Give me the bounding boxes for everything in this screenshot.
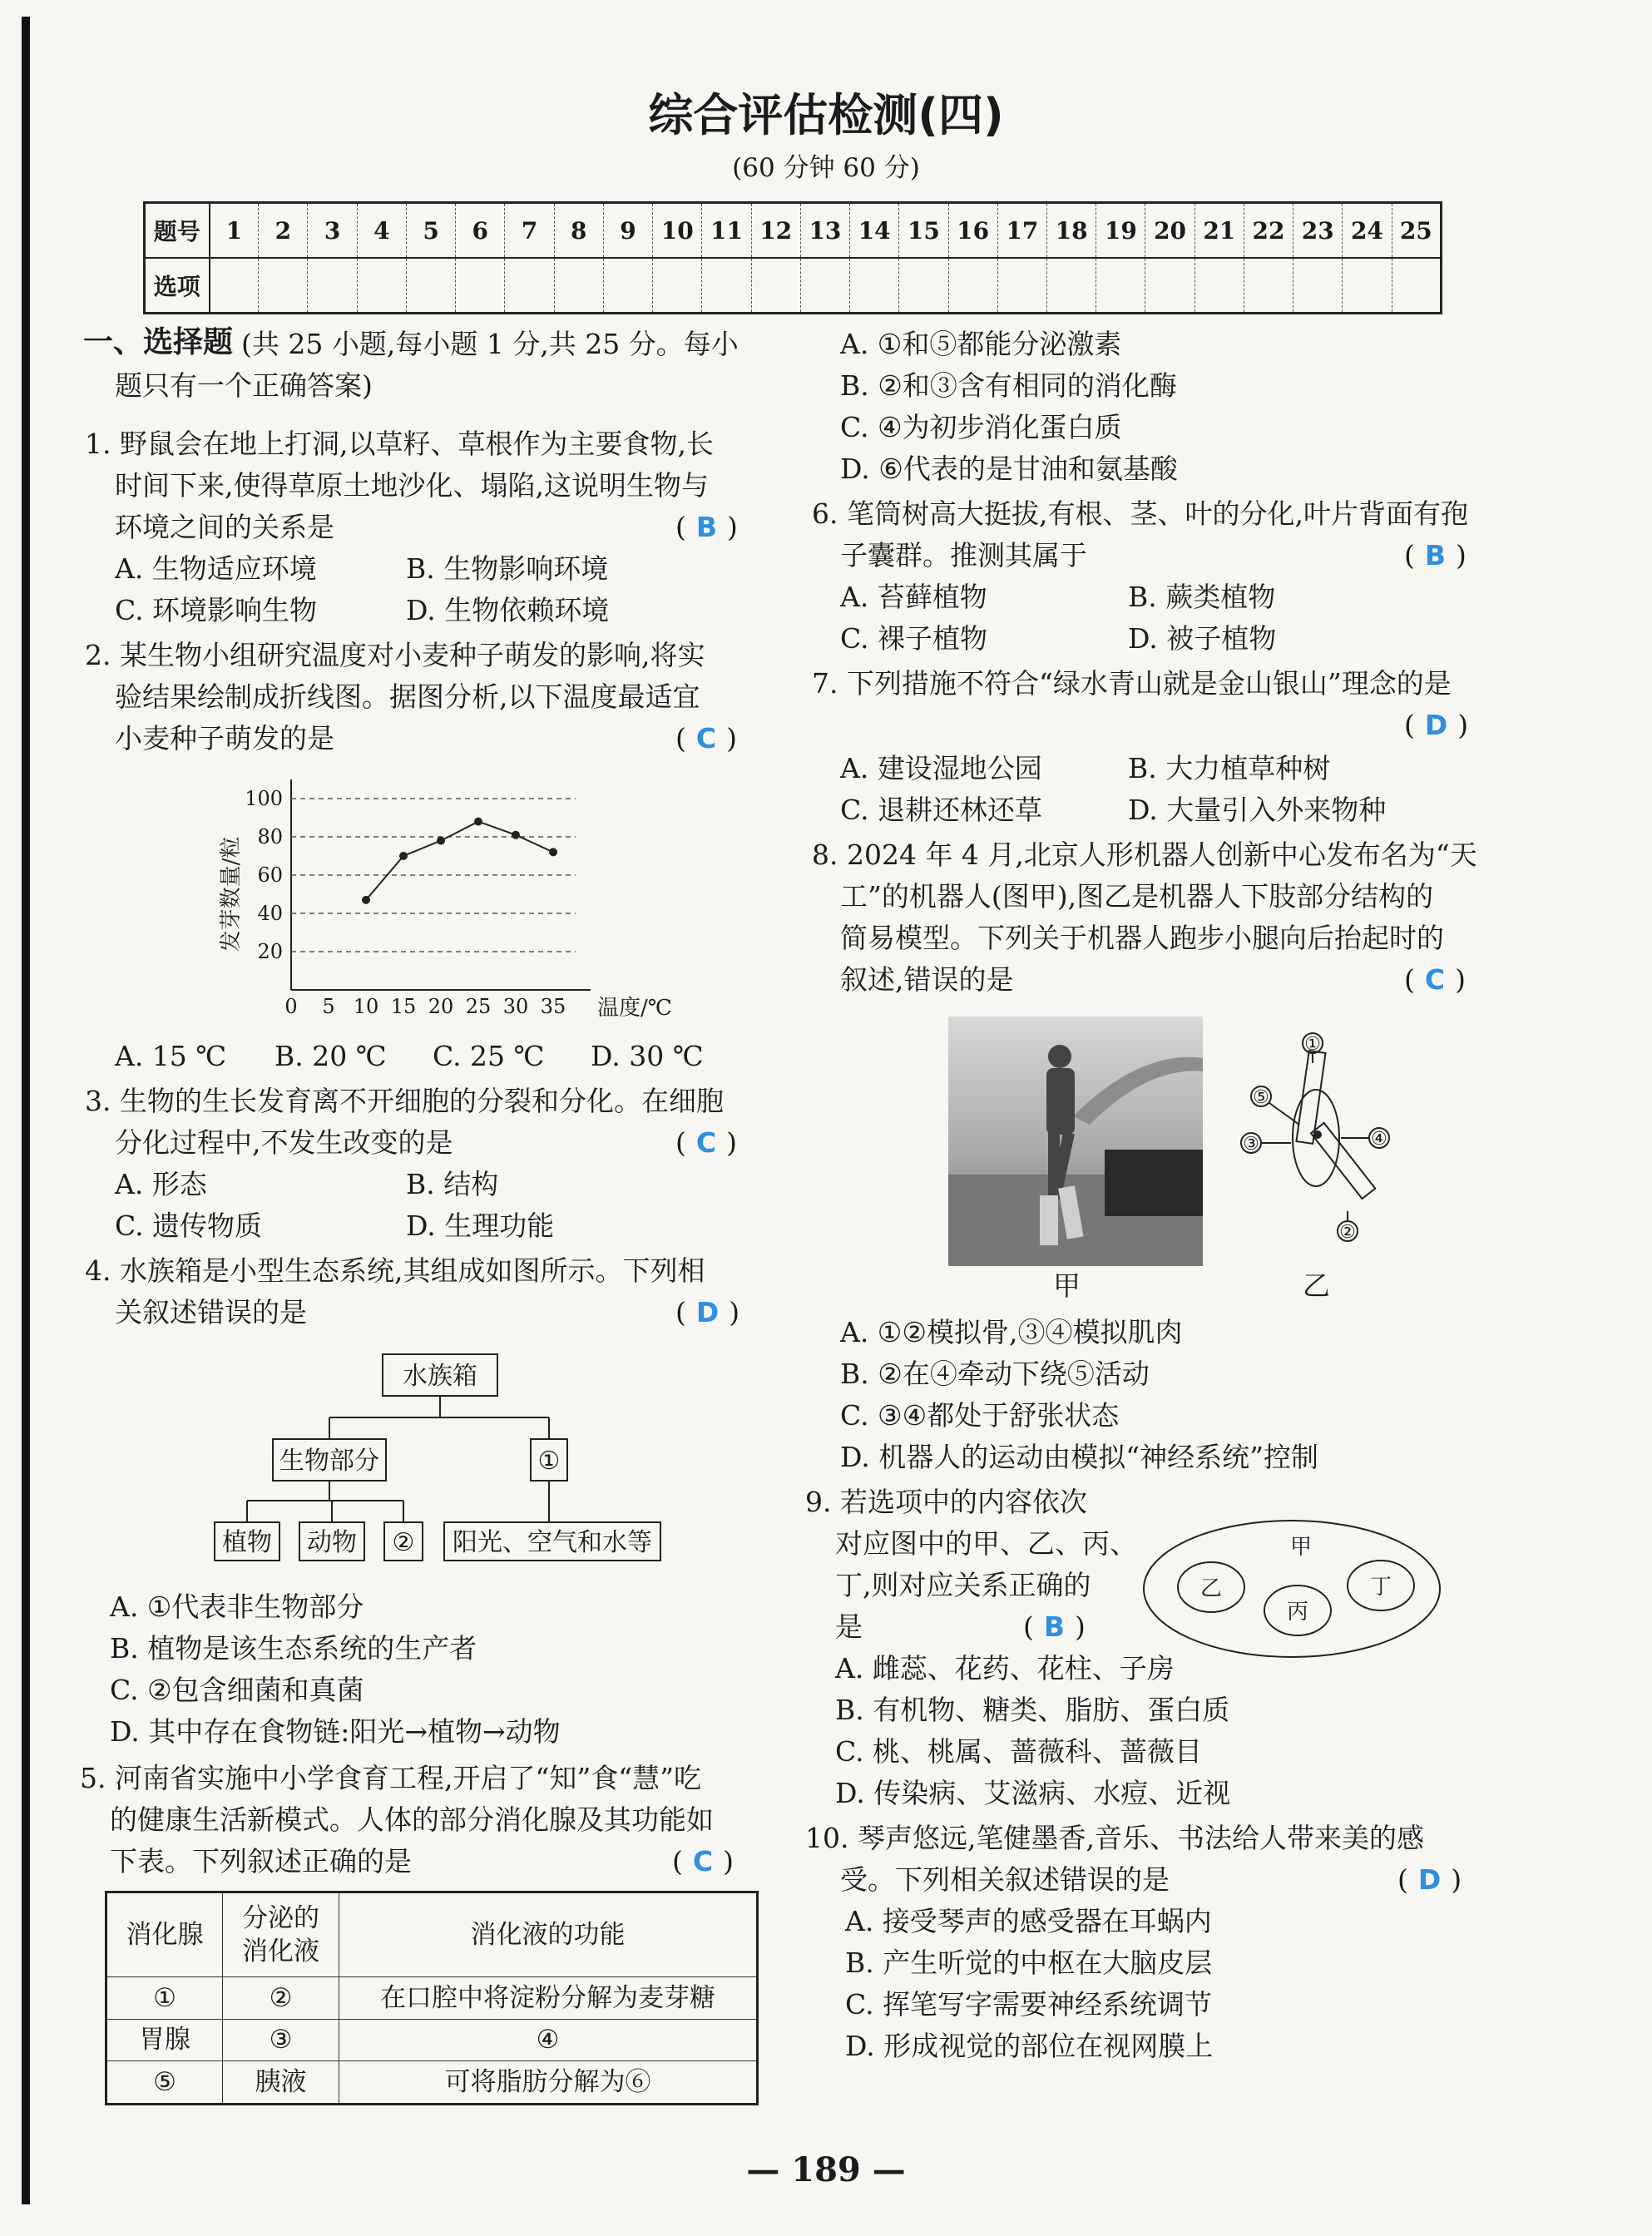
answer-letter: D [1417,1863,1442,1896]
question-text: 工”的机器人(图甲),图乙是机器人下肢部分结构的 [840,880,1434,913]
x-tick-label: 5 [322,995,335,1018]
answer-choice-cell[interactable] [1096,258,1145,314]
question-text: 简易模型。下列关于机器人跑步小腿向后抬起时的 [840,922,1444,954]
series-line [366,822,553,900]
set-label: 丙 [1286,1600,1309,1625]
page-edge-bar [22,17,30,2204]
question-text: 丁,则对应关系正确的 [835,1569,1091,1601]
set-label: 甲 [1289,1535,1313,1560]
question-text: 叙述,错误的是 [840,963,1014,996]
answer-choice-cell[interactable] [603,258,652,314]
question-text: 验结果绘制成折线图。据图分析,以下温度最适宜 [115,680,700,713]
question-text: 时间下来,使得草原土地沙化、塌陷,这说明生物与 [115,469,709,502]
option: B. ②在④牵动下绕⑤活动 [840,1358,1150,1390]
answer-mark: ( C ) [1404,963,1466,996]
option: D. ⑥代表的是甘油和氨基酸 [840,453,1178,485]
page-subtitle: (60 分钟 60 分) [732,153,920,183]
answer-choice-cell[interactable] [751,258,800,314]
question-number-cell: 9 [603,203,652,259]
answer-row-label: 选项 [145,258,210,314]
question-number-cell: 7 [505,203,554,259]
table-cell: ① [106,1977,223,2020]
question-number-cell: 15 [899,203,948,259]
option: C. 遗传物质 [115,1210,263,1242]
answer-choice-cell[interactable] [210,258,259,314]
tree-label: 植物 [222,1528,272,1557]
question-number-cell: 22 [1244,203,1293,259]
set-relation-diagram [1140,1516,1444,1662]
answer-choice-cell[interactable] [948,258,997,314]
option: D. 生物依赖环境 [406,594,610,626]
table-header-line: 分泌的 [242,1903,319,1933]
question-number-cell: 10 [653,203,702,259]
option: A. 15 ℃ [115,1040,227,1072]
set-label: 乙 [1199,1576,1223,1601]
answer-mark: ( C ) [675,1126,737,1159]
option: D. 形成视觉的部位在视网膜上 [845,2030,1214,2062]
table-cell: 可将脂肪分解为⑥ [339,2061,758,2105]
page-title: 综合评估检测(四) [648,89,1004,141]
table-header: 消化腺 [106,1892,223,1977]
option: C. ②包含细菌和真菌 [110,1674,364,1706]
option: B. 结构 [406,1168,499,1200]
question-number-cell: 14 [850,203,899,259]
table-row [106,1977,758,2020]
option: B. 产生听觉的中枢在大脑皮层 [845,1947,1213,1979]
answer-letter: D [695,1296,720,1328]
answer-choice-cell[interactable] [1392,258,1441,314]
question-text: 子囊群。推测其属于 [840,539,1087,571]
option: D. 大量引入外来物种 [1128,794,1387,826]
germination-line-chart [208,765,674,1023]
option: A. 形态 [115,1168,207,1200]
x-tick-label: 30 [502,995,529,1018]
tree-label: 生物部分 [279,1447,379,1476]
table-row [106,2019,758,2061]
answer-choice-cell[interactable] [1145,258,1194,314]
table-cell: ④ [339,2019,758,2061]
question-number-cell: 3 [308,203,357,259]
question-text: 的健康生活新模式。人体的部分消化腺及其功能如 [110,1803,714,1836]
question-text: 关叙述错误的是 [115,1296,307,1328]
model-label: ① [1304,1034,1321,1055]
model-label: ⑤ [1253,1087,1269,1108]
option: C. 环境影响生物 [115,594,318,626]
answer-mark: ( D ) [675,1296,740,1328]
question-text: 3. 生物的生长发育离不开细胞的分裂和分化。在细胞 [85,1085,724,1117]
answer-mark: ( B ) [675,511,738,543]
y-tick-label: 40 [257,902,283,925]
figure-caption: 甲 [1053,1269,1081,1302]
set-label: 丁 [1369,1575,1392,1600]
answer-choice-cell[interactable] [899,258,948,314]
option: B. 蕨类植物 [1128,581,1276,613]
answer-letter: D [1424,709,1448,741]
question-number-cell: 5 [406,203,455,259]
option: A. 建设湿地公园 [840,752,1042,784]
option: D. 机器人的运动由模拟“神经系统”控制 [840,1441,1319,1473]
option: A. ①②模拟骨,③④模拟肌肉 [840,1316,1183,1348]
answer-letter: B [1424,539,1447,571]
question-number-cell: 13 [800,203,849,259]
section-desc: 题只有一个正确答案) [115,369,373,402]
question-number-cell: 6 [456,203,505,259]
table-cell: ③ [223,2019,339,2061]
answer-number-row [145,203,1442,259]
question-text: 1. 野鼠会在地上打洞,以草籽、草根作为主要食物,长 [85,428,714,460]
answer-letter: C [695,722,717,754]
answer-letter: C [692,1845,714,1877]
option: B. 20 ℃ [275,1040,387,1072]
question-number-cell: 1 [210,203,259,259]
question-number-cell: 16 [948,203,997,259]
question-number-cell: 23 [1293,203,1343,259]
question-number-cell: 20 [1145,203,1194,259]
tree-label: ② [392,1528,415,1557]
tree-label: 动物 [307,1528,357,1557]
answer-choice-cell[interactable] [456,258,505,314]
question-text: 8. 2024 年 4 月,北京人形机器人创新中心发布名为“天 [812,838,1477,871]
answer-mark: ( B ) [1023,1610,1086,1643]
answer-letter: C [695,1126,717,1159]
answer-choice-cell[interactable] [1244,258,1293,314]
x-tick-label: 20 [428,995,454,1018]
question-number-cell: 19 [1096,203,1145,259]
section-heading: 一、选择题 [83,325,234,359]
option: C. 25 ℃ [433,1040,545,1072]
option: A. 接受琴声的感受器在耳蜗内 [845,1905,1212,1937]
option: A. 雌蕊、花药、花柱、子房 [835,1652,1175,1684]
answer-row-label: 题号 [145,203,210,259]
table-header-line: 消化液 [242,1937,319,1966]
option: C. ③④都处于舒张状态 [840,1399,1120,1432]
answer-choice-cell[interactable] [850,258,899,314]
figure-caption: 乙 [1303,1269,1330,1302]
option: D. 生理功能 [406,1210,555,1242]
table-header-row [106,1892,758,1977]
question-number-cell: 17 [997,203,1046,259]
answer-choice-cell[interactable] [505,258,554,314]
option: C. 裸子植物 [840,622,988,655]
option: C. 退耕还林还草 [840,794,1043,826]
question-text: 10. 琴声悠远,笔健墨香,音乐、书法给人带来美的感 [805,1822,1424,1854]
data-point [399,852,408,860]
model-label: ③ [1243,1134,1259,1155]
option: D. 被子植物 [1128,622,1277,655]
y-tick-label: 60 [257,863,283,887]
answer-mark: ( D ) [1397,1863,1462,1896]
answer-choice-cell[interactable] [800,258,849,314]
model-label: ② [1339,1222,1356,1243]
option: B. 生物影响环境 [406,552,609,585]
option: B. 有机物、糖类、脂肪、蛋白质 [835,1694,1230,1726]
table-cell: 胃腺 [106,2019,223,2061]
data-point [512,831,520,839]
option: A. 苔藓植物 [840,581,987,613]
section-desc: (共 25 小题,每小题 1 分,共 25 分。每小 [241,328,739,360]
y-tick-label: 100 [245,787,283,810]
option: B. 大力植草种树 [1128,752,1331,784]
answer-choice-cell[interactable] [1293,258,1343,314]
answer-mark: ( D ) [1404,709,1469,741]
question-number-cell: 8 [554,203,603,259]
tree-label: 水族箱 [403,1362,477,1391]
option: B. ②和③含有相同的消化酶 [840,369,1177,402]
answer-letter: B [1043,1610,1066,1643]
answer-choice-cell[interactable] [1046,258,1096,314]
option: C. 桃、桃属、蔷薇科、蔷薇目 [835,1735,1203,1768]
answer-choice-cell[interactable] [653,258,702,314]
option: C. ④为初步消化蛋白质 [840,411,1122,443]
answer-sheet-table [143,201,1442,314]
option: B. 植物是该生态系统的生产者 [110,1632,477,1665]
model-label: ④ [1371,1129,1387,1150]
answer-choice-cell[interactable] [554,258,603,314]
option: C. 挥笔写字需要神经系统调节 [845,1988,1213,2021]
x-tick-label: 10 [353,995,379,1018]
question-number-cell: 18 [1046,203,1096,259]
question-number-cell: 4 [357,203,406,259]
table-header: 消化液的功能 [339,1892,758,1977]
answer-choice-cell[interactable] [1194,258,1244,314]
table-header [223,1892,339,1977]
question-text: 环境之间的关系是 [115,511,334,543]
option: D. 传染病、艾滋病、水痘、近视 [835,1777,1231,1809]
y-tick-label: 20 [257,940,283,963]
y-axis-label: 发芽数量/粒 [219,836,244,952]
tree-label: 阳光、空气和水等 [453,1528,652,1557]
option: D. 30 ℃ [591,1040,704,1072]
table-cell: ⑤ [106,2061,223,2105]
x-tick-label: 15 [390,995,417,1018]
option: D. 其中存在食物链:阳光→植物→动物 [110,1715,561,1748]
question-text: 小麦种子萌发的是 [115,722,334,754]
option: A. ①代表非生物部分 [110,1590,364,1623]
answer-mark: ( B ) [1404,539,1467,571]
answer-letter: C [1424,963,1446,996]
question-text: 9. 若选项中的内容依次 [805,1486,1087,1518]
data-point [474,818,482,826]
option: A. 生物适应环境 [115,552,317,585]
option: A. ①和⑤都能分泌激素 [840,328,1122,360]
question-text: 分化过程中,不发生改变的是 [115,1126,453,1159]
answer-mark: ( C ) [675,722,737,754]
data-point [437,837,445,845]
answer-choice-cell[interactable] [997,258,1046,314]
x-axis-label: 温度/℃ [597,996,672,1021]
question-text: 下表。下列叙述正确的是 [110,1845,412,1877]
question-text: 对应图中的甲、乙、丙、 [835,1527,1137,1560]
answer-choice-cell[interactable] [357,258,406,314]
tree-label: ① [537,1447,561,1476]
table-row [106,2061,758,2105]
question-text: 2. 某生物小组研究温度对小麦种子萌发的影响,将实 [85,639,705,671]
answer-choice-cell[interactable] [702,258,751,314]
question-text: 5. 河南省实施中小学食育工程,开启了“知”食“慧”吃 [80,1762,701,1794]
page-number: — 189 — [746,2150,906,2189]
question-text: 7. 下列措施不符合“绿水青山就是金山银山”理念的是 [812,667,1452,700]
question-text: 受。下列相关叙述错误的是 [840,1863,1170,1896]
question-number-cell: 21 [1194,203,1244,259]
leg-model-diagram [1233,1026,1416,1251]
table-cell: ② [223,1977,339,2020]
question-text: 4. 水族箱是小型生态系统,其组成如图所示。下列相 [85,1254,705,1287]
question-number-cell: 2 [259,203,308,259]
data-point [362,896,370,904]
data-point [549,848,557,856]
answer-letter: B [695,511,718,543]
answer-choice-cell[interactable] [308,258,357,314]
robot-photo [948,1017,1203,1266]
question-text: 6. 笔筒树高大挺拔,有根、茎、叶的分化,叶片背面有孢 [812,497,1468,530]
question-number-cell: 24 [1343,203,1392,259]
answer-choice-cell[interactable] [259,258,308,314]
aquarium-tree-diagram [206,1348,689,1564]
question-number-cell: 25 [1392,203,1441,259]
y-tick-label: 80 [257,825,283,848]
digestive-gland-table [105,1891,759,2105]
table-cell: 在口腔中将淀粉分解为麦芽糖 [339,1977,758,2020]
answer-choice-cell[interactable] [406,258,455,314]
question-text: 是 [835,1610,863,1643]
answer-choice-row [145,258,1442,314]
x-tick-label: 25 [465,995,492,1018]
x-tick-label: 0 [284,995,298,1018]
answer-mark: ( C ) [672,1845,734,1877]
question-number-cell: 11 [702,203,751,259]
answer-choice-cell[interactable] [1343,258,1392,314]
x-tick-label: 35 [540,995,566,1018]
question-number-cell: 12 [751,203,800,259]
table-cell: 胰液 [223,2061,339,2105]
